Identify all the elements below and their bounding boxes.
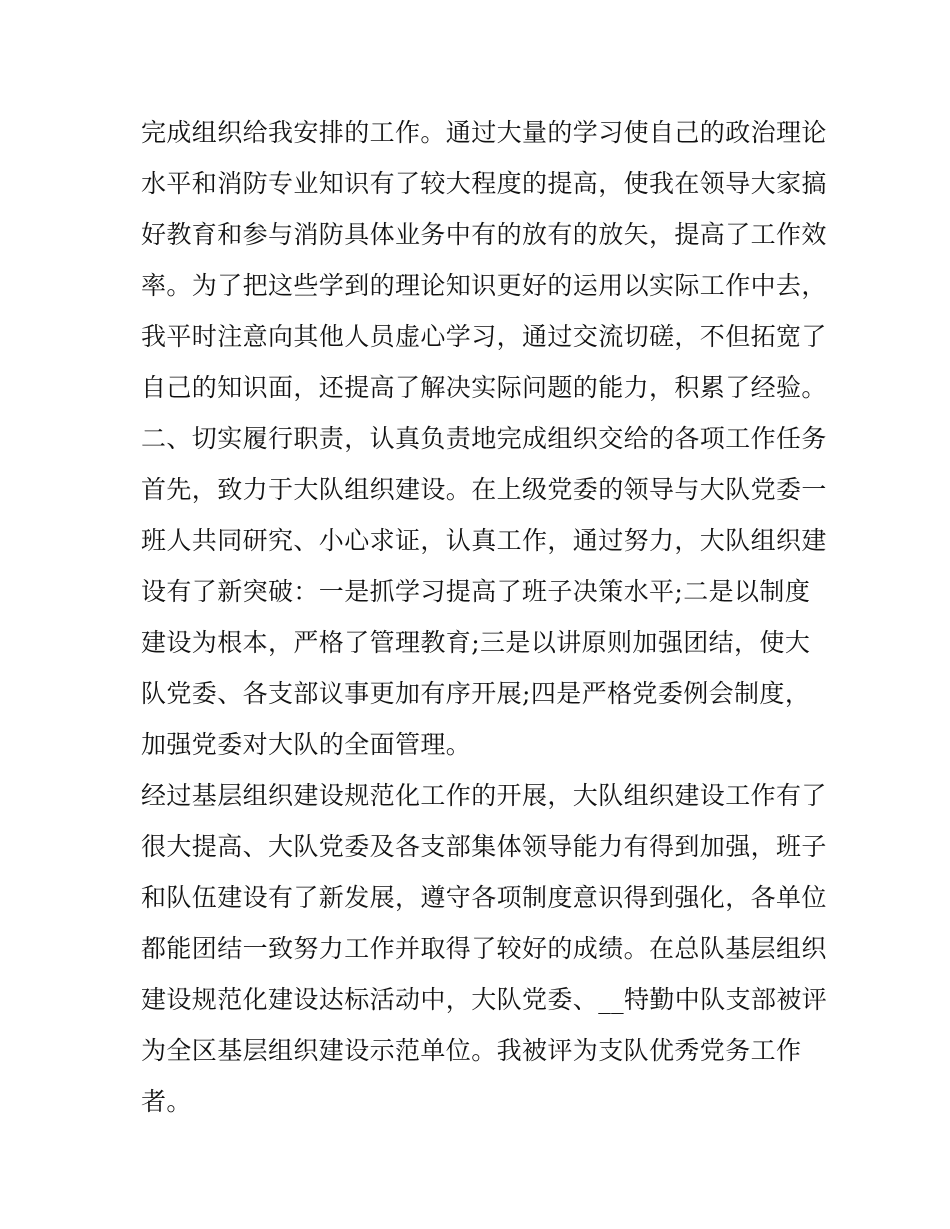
text-line: 设有了新突破：一是抓学习提高了班子决策水平;二是以制度 bbox=[141, 577, 811, 606]
text-line: 和队伍建设有了新发展，遵守各项制度意识得到强化，各单位 bbox=[141, 883, 827, 912]
text-line: 都能团结一致努力工作并取得了较好的成绩。在总队基层组织 bbox=[141, 934, 827, 963]
text-line: 经过基层组织建设规范化工作的开展，大队组织建设工作有了 bbox=[141, 781, 827, 810]
text-line: 建设规范化建设达标活动中，大队党委、__特勤中队支部被评 bbox=[141, 985, 828, 1014]
text-line: 率。为了把这些学到的理论知识更好的运用以实际工作中去， bbox=[141, 271, 827, 300]
text-line: 完成组织给我安排的工作。通过大量的学习使自己的政治理论 bbox=[141, 118, 827, 147]
section-heading: 二、切实履行职责，认真负责地完成组织交给的各项工作任务 bbox=[141, 424, 827, 453]
text-line: 水平和消防专业知识有了较大程度的提高，使我在领导大家搞 bbox=[141, 169, 827, 198]
text-line: 为全区基层组织建设示范单位。我被评为支队优秀党务工作 bbox=[141, 1036, 802, 1065]
text-line: 我平时注意向其他人员虚心学习，通过交流切磋，不但拓宽了 bbox=[141, 322, 827, 351]
text-line: 自己的知识面，还提高了解决实际问题的能力，积累了经验。 bbox=[141, 373, 827, 402]
text-line: 好教育和参与消防具体业务中有的放有的放矢，提高了工作效 bbox=[141, 220, 827, 249]
text-line: 很大提高、大队党委及各支部集体领导能力有得到加强，班子 bbox=[141, 832, 827, 861]
text-line: 者。 bbox=[141, 1087, 192, 1116]
text-line: 建设为根本，严格了管理教育;三是以讲原则加强团结，使大 bbox=[141, 628, 811, 657]
text-line: 队党委、各支部议事更加有序开展;四是严格党委例会制度， bbox=[141, 679, 811, 708]
text-line: 加强党委对大队的全面管理。 bbox=[141, 730, 472, 759]
text-line: 班人共同研究、小心求证，认真工作，通过努力，大队组织建 bbox=[141, 526, 827, 555]
body-text bbox=[141, 107, 831, 1127]
text-line: 首先，致力于大队组织建设。在上级党委的领导与大队党委一 bbox=[141, 475, 827, 504]
